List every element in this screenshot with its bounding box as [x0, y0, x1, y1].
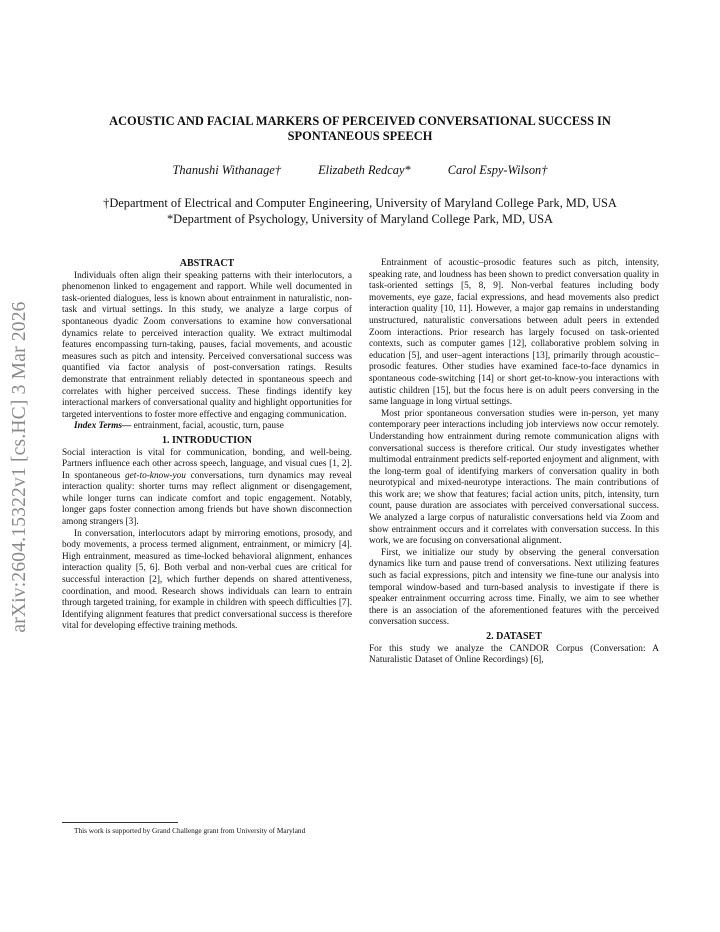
title-line-1: ACOUSTIC AND FACIAL MARKERS OF PERCEIVED CONVERSATIONAL SUCCESS IN — [109, 114, 611, 128]
intro-p1-emphasis: get-to-know-you — [125, 470, 186, 481]
paper-title — [60, 114, 660, 144]
right-paragraph-2: Most prior spontaneous conversation studies were in-person, yet many contemporary peer interactions including job interviews now occur remotely. Understanding how entrainment during remote communication aligns with conversational success is therefore critical. Our study investigates whether multimodal entrainment predicts self-reported enjoyment and alignment, with the long-term goal of identifying markers of conversation quality in both neurotypical and mixed-neurotype interactions. The main contributions of this work are; we show that features; facial action units, pitch, intensity, turn count, pause duration are associates with perceived conversational success. We analyzed a large corpus of naturalistic conversations held via Zoom and show entrainment occurs and it correlates with conversation success. In this work, we are focusing on conversational alignment. — [369, 408, 659, 547]
right-paragraph-1: Entrainment of acoustic–prosodic features such as pitch, intensity, speaking rate, and loudness has been shown to predict conversation quality in task-oriented settings [5, 8, 9]. Non-verbal features including body movements, eye gaze, facial expressions, and head movements also predict interaction quality [10, 11]. However, a major gap remains in understanding unstructured, naturalistic conversations between adult peers in extended Zoom interactions. Prior research has largely focused on task-oriented contexts, such as computer games [12], collaborative problem solving in education [5], and user–agent interactions [13], primarily through acoustic–prosodic features. Other studies have examined face-to-face dynamics in spontaneous code-switching [14] or short get-to-know-you interactions with autistic children [15], but the focus here is on adult peers conversing in the same language in long virtual settings. — [369, 258, 659, 408]
right-paragraph-3: First, we initialize our study by observing the general conversation dynamics like turn and pause trend of conversations. Next utilizing features such as facial expressions, pitch and intensity we fine-tune our analysis into temporal window-based and turn-based analysis to investigate if there is speaker entrainment occurring across time. Finally, we aim to see whether there is an association of the aforementioned features with the perceived conversation success. — [369, 547, 659, 628]
footnote — [62, 822, 352, 835]
affiliation-psychology: *Department of Psychology, University of Maryland College Park, MD, USA — [166, 212, 553, 226]
index-terms-label: Index Terms— — [74, 421, 132, 432]
author-2: Elizabeth Redcay* — [318, 163, 411, 177]
intro-p1-start: Social interaction is vital for communication, bonding, and well-being. Partners influence each other across speech, language, and visual cues [1, 2]. In spontaneous — [62, 447, 352, 481]
intro-paragraph-1 — [62, 448, 352, 529]
abstract-text: Individuals often align their speaking patterns with their interlocutors, a phenomenon linked to engagement and rapport. While well documented in task-oriented dialogues, less is known about entrainment in naturalistic, non-task and virtual settings. In this study, we analyze a large corpus of spontaneous dyadic Zoom conversations to examine how conversational dynamics relate to perceived interaction quality. We extract multimodal features encompassing turn-taking, pauses, facial movements, and acoustic measures such as pitch and intensity. Perceived conversational success was quantified via factor analysis of post-conversation ratings. Results demonstrate that entrainment reliably detected in spontaneous speech and correlates with higher perceived success. These findings identify key interactional markers of conversational quality and highlight opportunities for targeted interventions to foster more effective and engaging communication. — [62, 270, 352, 420]
author-3: Carol Espy-Wilson† — [447, 163, 548, 177]
introduction-heading: 1. INTRODUCTION — [161, 434, 252, 446]
affiliations — [60, 195, 660, 227]
title-line-2: SPONTANEOUS SPEECH — [287, 129, 433, 143]
footnote-text: This work is supported by Grand Challenge grant from University of Maryland — [74, 826, 306, 835]
footnote-rule — [62, 822, 178, 823]
arxiv-sidebar — [0, 262, 40, 672]
right-column — [369, 258, 659, 667]
dataset-heading: 2. DATASET — [486, 631, 542, 642]
arxiv-identifier: arXiv:2604.15322v1 [cs.HC] 3 Mar 2026 — [9, 301, 30, 633]
left-column — [62, 258, 352, 633]
abstract-heading: ABSTRACT — [179, 258, 235, 269]
affiliation-ece: †Department of Electrical and Computer Engineering, University of Maryland College Park, MD, USA — [103, 196, 617, 210]
index-terms-list: entrainment, facial, acoustic, turn, pause — [131, 421, 284, 432]
author-1: Thanushi Withanage† — [172, 163, 281, 177]
intro-paragraph-2: In conversation, interlocutors adapt by mirroring emotions, prosody, and body movements, a process termed alignment, entrainment, or mimicry [4]. High entrainment, measured as time-locked behavioral alignment, enhances interaction quality [5, 6]. Both verbal and non-verbal cues are critical for successful interaction [2], which further depends on shared attentiveness, coordination, and mood. Research shows individuals can learn to entrain through targeted training, for example in children with speech difficulties [7]. Identifying alignment features that predict conversational success is therefore vital for developing effective training methods. — [62, 528, 352, 632]
author-list — [60, 163, 660, 178]
dataset-paragraph-1: For this study we analyze the CANDOR Corpus (Conversation: A Naturalistic Dataset of Online Recordings) [6], — [369, 643, 659, 666]
index-terms — [62, 421, 352, 433]
intro-p1-end: conversations, turn dynamics may reveal interaction quality: shorter turns may reflect alignment or disengagement, while longer turns can indicate comfort and topic engagement. Notably, longer gaps foster connection among friends but have shown disconnection among strangers [3]. — [62, 470, 353, 528]
